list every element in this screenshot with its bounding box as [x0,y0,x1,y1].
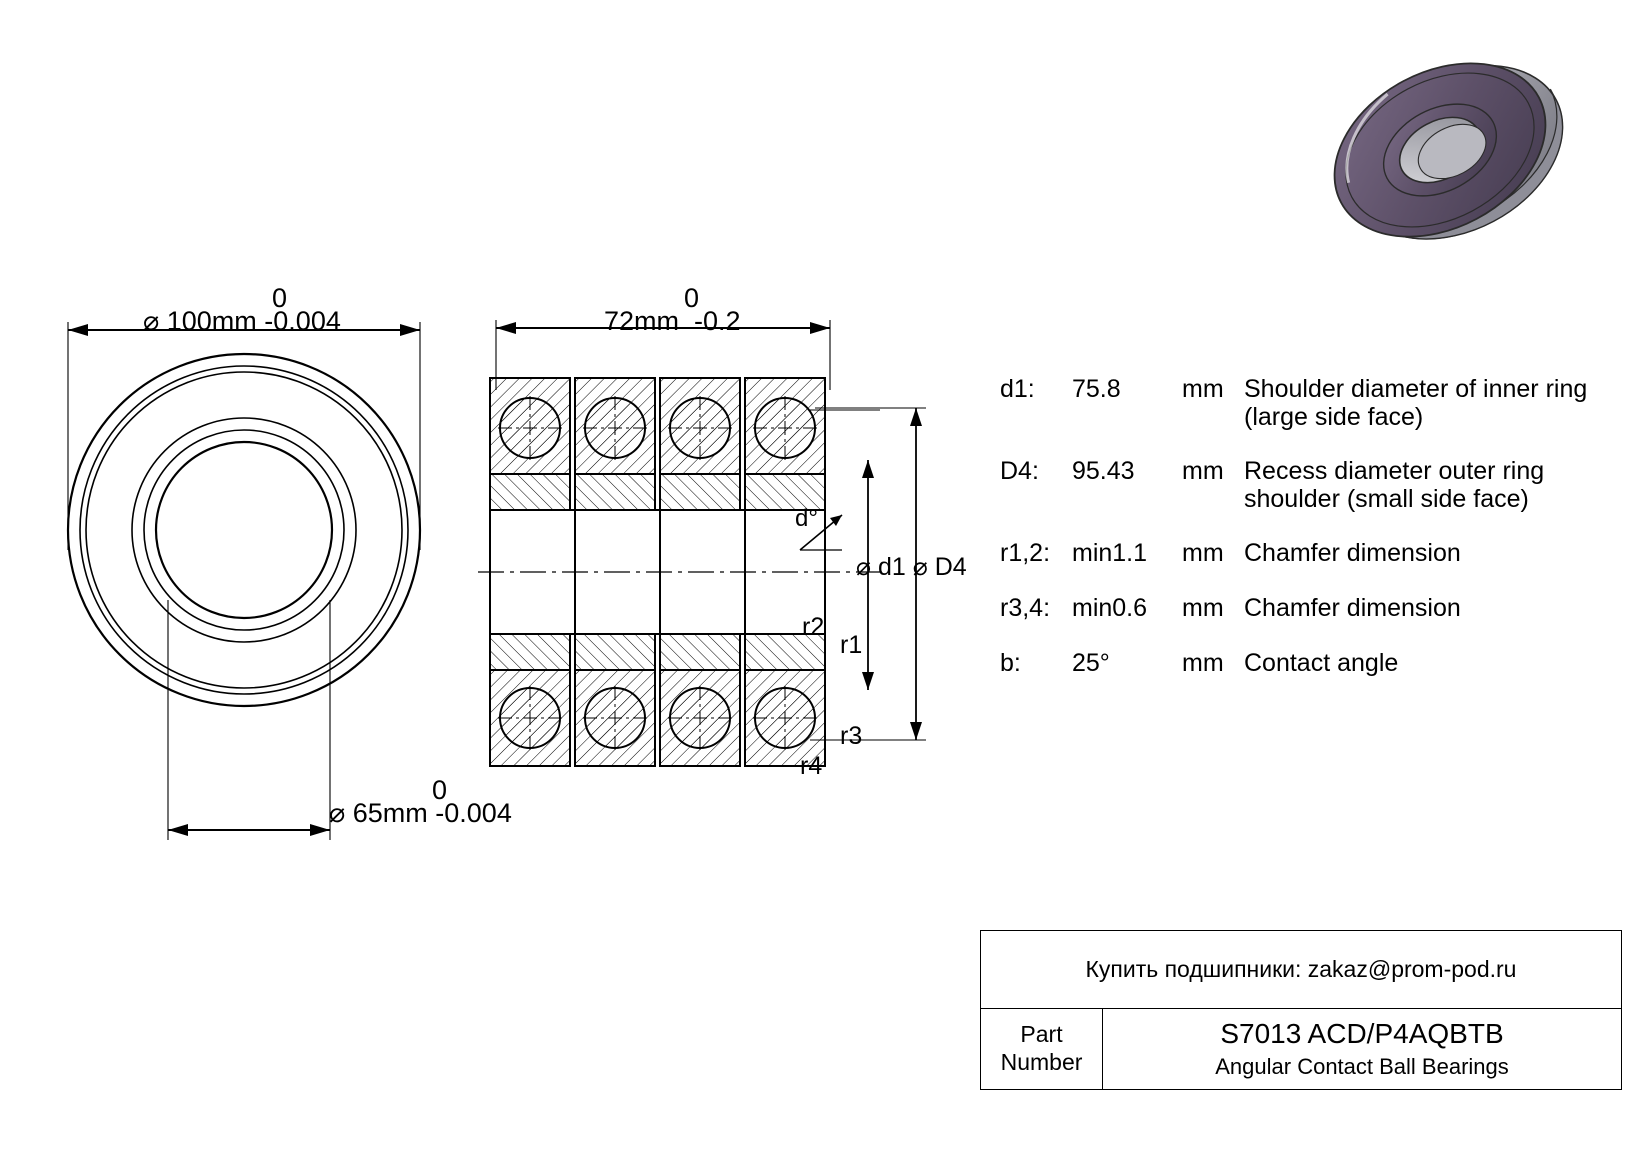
part-label-line1: Part [1020,1021,1063,1048]
spec-symbol: D4: [1000,457,1039,485]
part-type-text: Angular Contact Ball Bearings [1215,1054,1509,1079]
specification-table [1000,375,1620,704]
spec-description: Contact angle [1244,649,1399,677]
r1-label: r1 [840,631,863,659]
spec-row [1000,539,1620,568]
spec-description: Chamfer dimension [1244,539,1461,567]
width-dimension-text: 72mm -0.2 [604,306,741,336]
spec-value: min0.6 [1072,594,1148,622]
bore-dimension-text: ⌀ 65mm -0.004 [329,798,512,828]
spec-unit: mm [1182,539,1224,567]
d1-d4-label: ⌀ d1 ⌀ D4 [856,553,967,581]
spec-row [1000,457,1620,513]
spec-value: 95.43 [1072,457,1135,485]
r3-label: r3 [840,722,863,750]
width-tolerance-upper: 0 [684,283,700,313]
spec-symbol: b: [1000,649,1021,677]
spec-row [1000,594,1620,623]
spec-unit: mm [1182,457,1224,485]
spec-value: min1.1 [1072,539,1148,567]
spec-unit: mm [1182,375,1224,403]
r2-label: r2 [802,613,825,641]
part-number-value [1103,1009,1621,1089]
bore-tolerance-upper: 0 [432,775,448,805]
od-tolerance-upper: 0 [272,283,288,313]
spec-row [1000,375,1620,431]
section-view [470,300,1030,800]
spec-unit: mm [1182,594,1224,622]
spec-description: Recess diameter outer ring shoulder (small side face) [1244,457,1545,513]
spec-symbol: d1: [1000,375,1035,403]
title-block [980,930,1622,1090]
part-number-text: S7013 ACD/P4AQBTB [1220,1018,1504,1049]
r4-label: r4 [800,752,823,780]
spec-symbol: r1,2: [1000,539,1051,567]
part-number-label [981,1009,1103,1089]
contact-angle-label: d° [795,505,818,532]
spec-value: 25° [1072,649,1110,677]
spec-value: 75.8 [1072,375,1121,403]
part-label-line2: Number [1000,1049,1083,1075]
part-row [981,1009,1621,1089]
contact-row [981,931,1621,1009]
spec-description: Chamfer dimension [1244,594,1461,622]
od-dimension-text: ⌀ 100mm -0.004 [143,306,341,336]
bearing-3d-view [1300,20,1646,300]
spec-unit: mm [1182,649,1224,677]
spec-symbol: r3,4: [1000,594,1051,622]
contact-email-text: Купить подшипники: zakaz@prom-pod.ru [1085,956,1517,982]
spec-row [1000,649,1620,678]
spec-description: Shoulder diameter of inner ring (large side face) [1244,375,1588,431]
